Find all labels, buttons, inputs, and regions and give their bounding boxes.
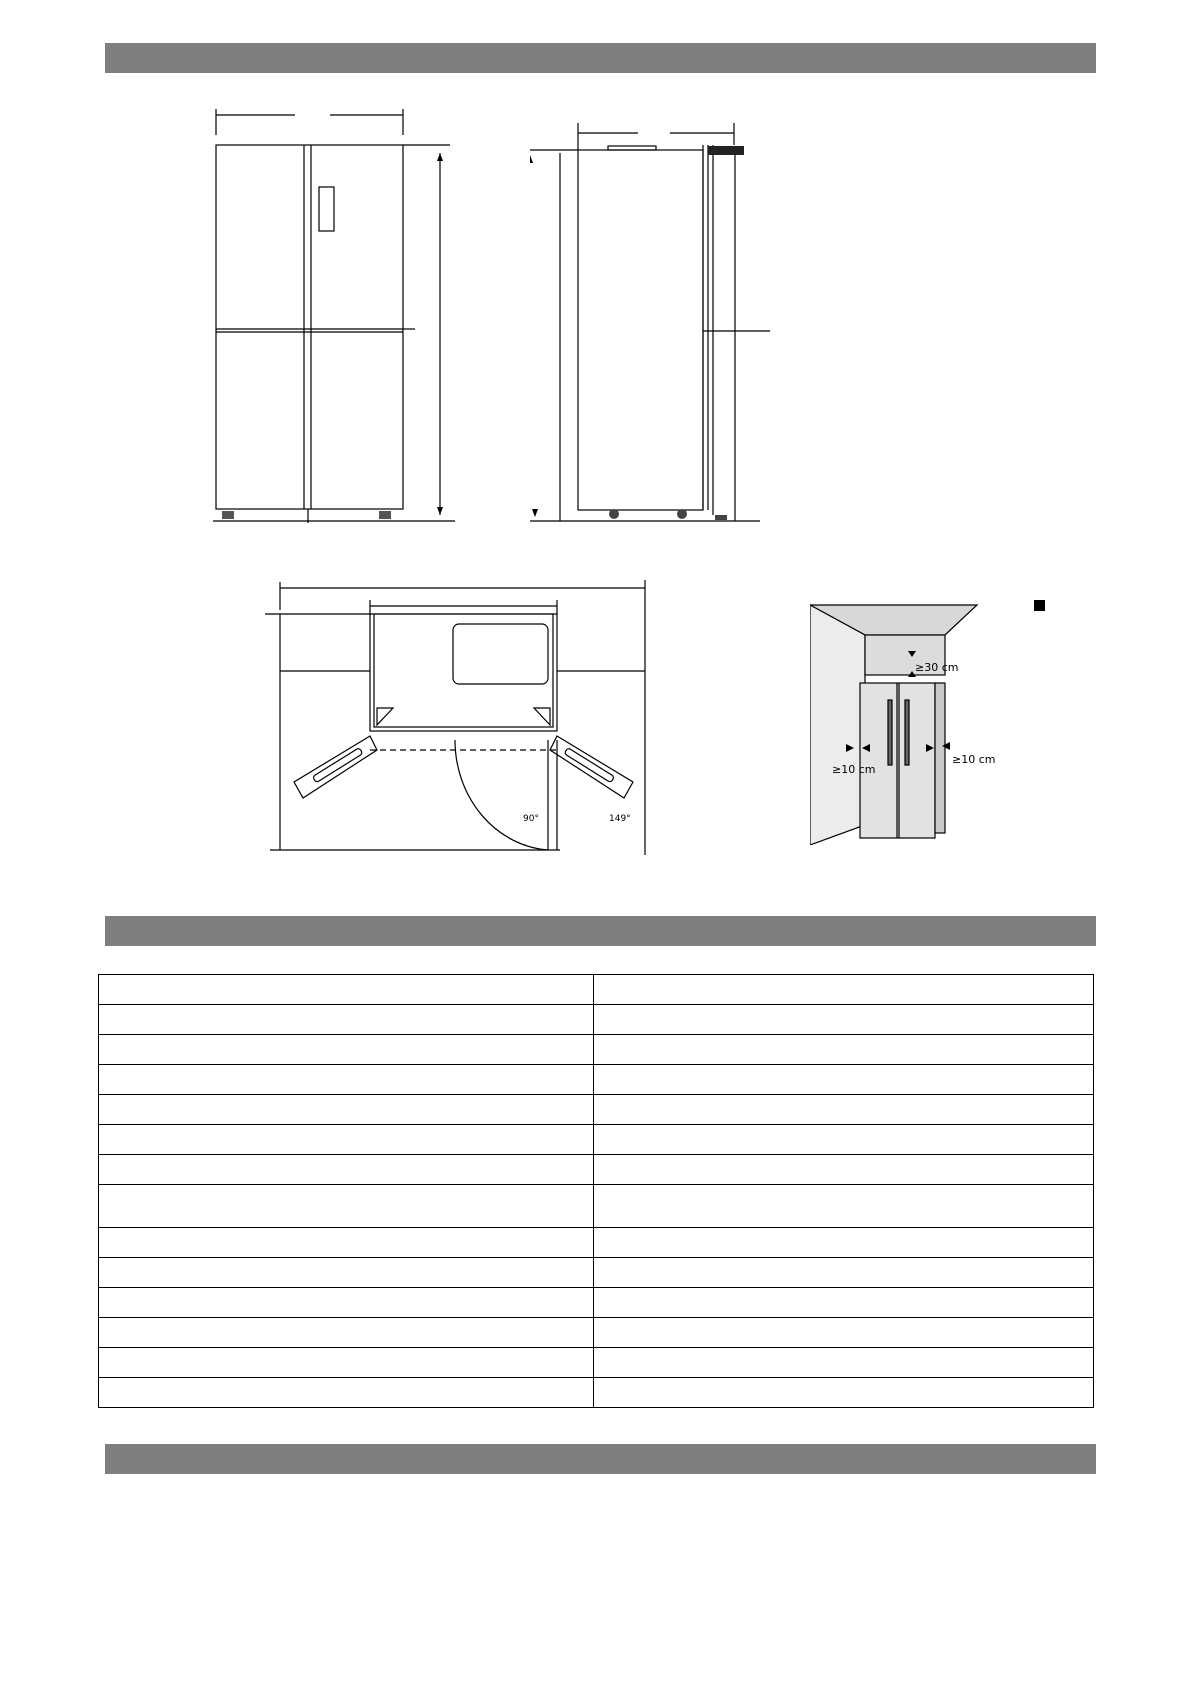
spec-label-cell [99, 1288, 594, 1318]
spec-label-cell [99, 1228, 594, 1258]
spec-value-cell [594, 1065, 1094, 1095]
spec-label-cell [99, 1258, 594, 1288]
table-row [99, 1095, 1094, 1125]
specifications-table [98, 974, 1094, 1408]
spec-value-cell [594, 1005, 1094, 1035]
spec-label-cell [99, 1065, 594, 1095]
spec-value-cell [594, 1095, 1094, 1125]
note-bullet-square [1034, 600, 1045, 611]
clearance-left-label: ≥10 cm [832, 763, 876, 776]
spec-label-cell [99, 1318, 594, 1348]
section-header-bar-next [105, 1444, 1096, 1474]
spec-value-cell [594, 1378, 1094, 1408]
fridge-top-view-door-swing-drawing [265, 580, 660, 855]
clearance-right-label: ≥10 cm [952, 753, 996, 766]
spec-value-cell [594, 1155, 1094, 1185]
fridge-side-view-drawing [530, 105, 790, 530]
table-row [99, 1318, 1094, 1348]
spec-value-cell [594, 1125, 1094, 1155]
spec-value-cell [594, 1228, 1094, 1258]
section-header-bar-dimensions [105, 43, 1096, 73]
spec-value-cell [594, 1185, 1094, 1228]
spec-label-cell [99, 1035, 594, 1065]
spec-label-cell [99, 1155, 594, 1185]
table-row [99, 1348, 1094, 1378]
spec-value-cell [594, 975, 1094, 1005]
table-row [99, 1065, 1094, 1095]
fridge-front-view-drawing [205, 105, 465, 530]
table-row [99, 1228, 1094, 1258]
door-angle-90-label: 90° [523, 814, 539, 824]
table-row [99, 975, 1094, 1005]
spec-value-cell [594, 1318, 1094, 1348]
table-row [99, 1035, 1094, 1065]
spec-label-cell [99, 975, 594, 1005]
table-row [99, 1005, 1094, 1035]
door-angle-149-label: 149° [609, 814, 631, 824]
table-row [99, 1125, 1094, 1155]
spec-value-cell [594, 1035, 1094, 1065]
spec-label-cell [99, 1378, 594, 1408]
table-row [99, 1378, 1094, 1408]
table-row [99, 1288, 1094, 1318]
table-row [99, 1185, 1094, 1228]
spec-value-cell [594, 1288, 1094, 1318]
spec-value-cell [594, 1348, 1094, 1378]
spec-label-cell [99, 1125, 594, 1155]
spec-label-cell [99, 1185, 594, 1228]
spec-label-cell [99, 1348, 594, 1378]
spec-value-cell [594, 1258, 1094, 1288]
clearance-top-label: ≥30 cm [915, 661, 959, 674]
section-header-bar-specifications [105, 916, 1096, 946]
table-row [99, 1258, 1094, 1288]
table-row [99, 1155, 1094, 1185]
installation-clearance-drawing [810, 595, 1080, 845]
spec-label-cell [99, 1005, 594, 1035]
spec-label-cell [99, 1095, 594, 1125]
